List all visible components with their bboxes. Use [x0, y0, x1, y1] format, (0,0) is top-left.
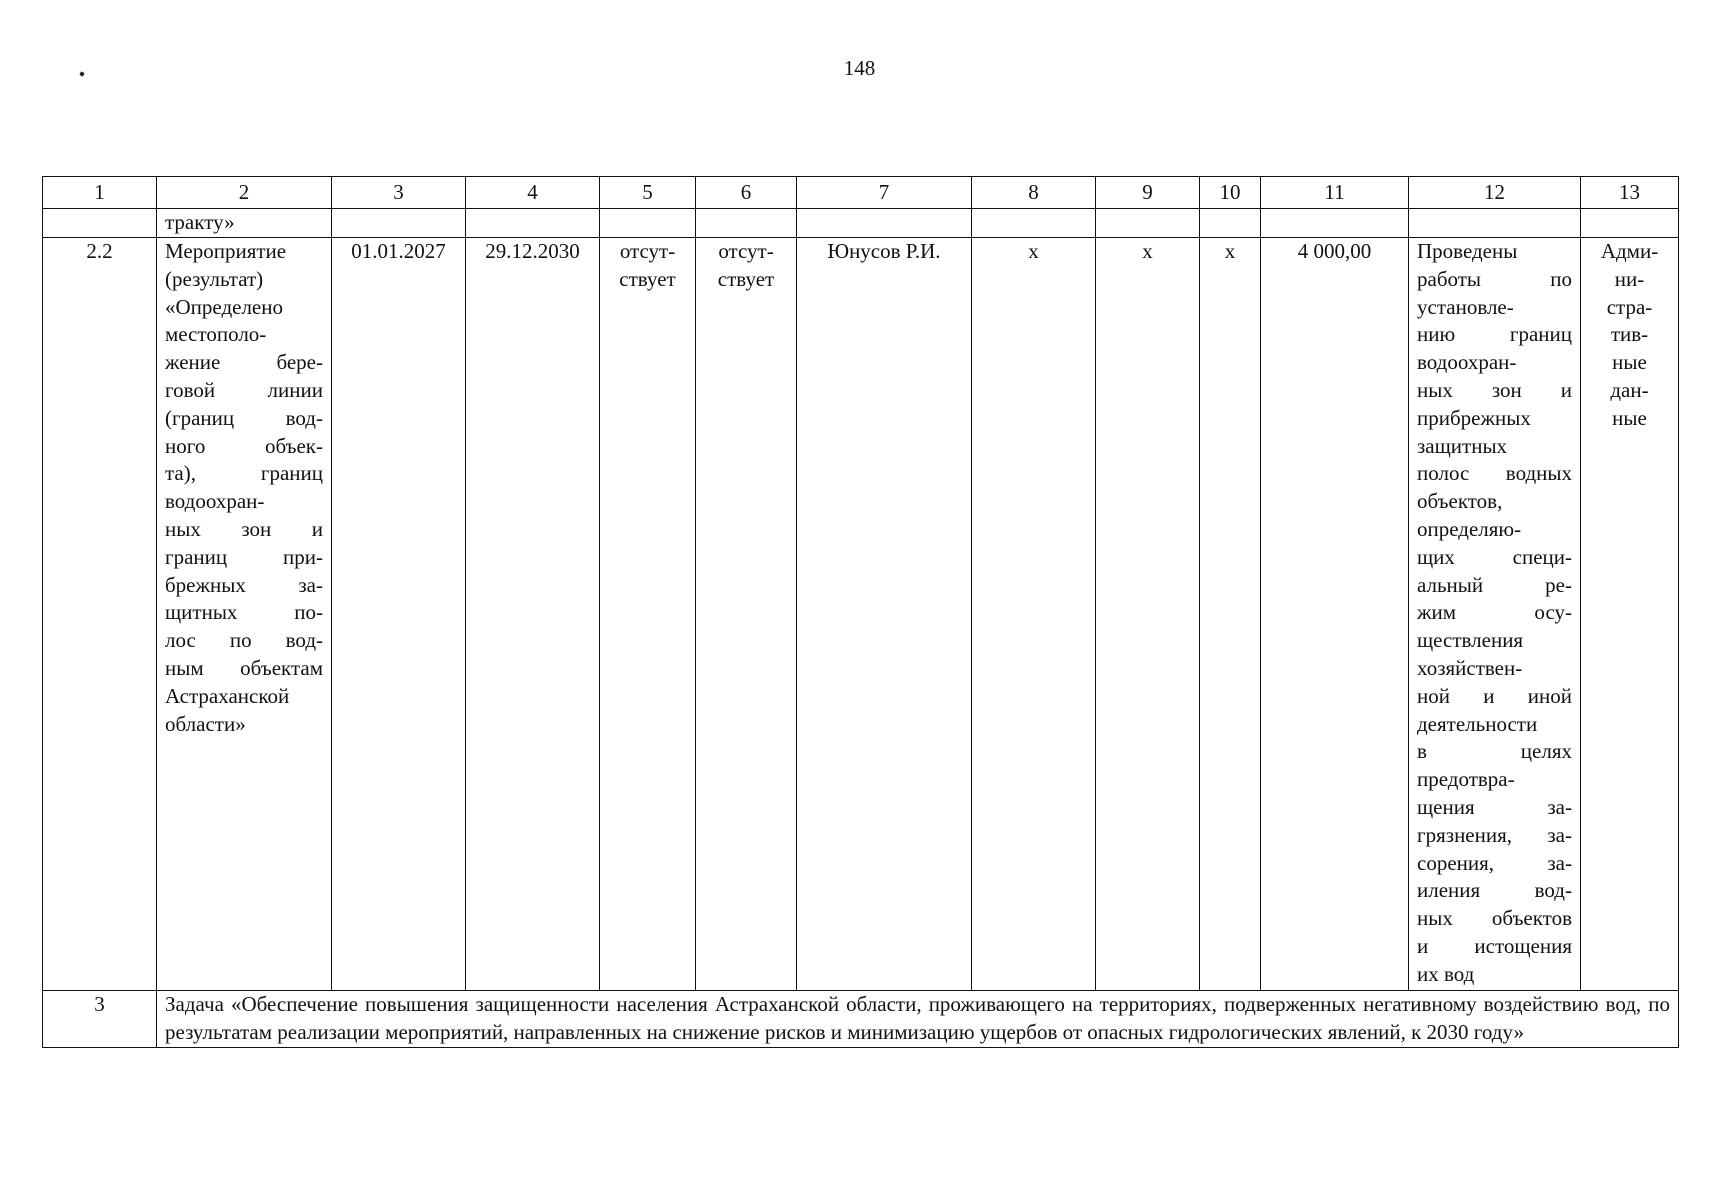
continuation-row: [43, 209, 1679, 238]
table-row: [43, 991, 1679, 1048]
header-cell: 9: [1096, 177, 1200, 209]
program-table: [42, 176, 1679, 1048]
header-cell: 8: [972, 177, 1096, 209]
header-cell: 3: [332, 177, 466, 209]
row-number: 3: [43, 991, 157, 1048]
col8-value: x: [972, 238, 1096, 991]
responsible-person: Юнусов Р.И.: [797, 238, 972, 991]
col6-value: отсут- ствует: [696, 238, 797, 991]
task-description: Задача «Обеспечение повышения защищенности населения Астраханской области, проживающего на территориях, подверженных негативному воздействию вод, по результатам реализации мероприятий, направленных на снижение рисков и минимизацию ущербов от опасных гидрологических явлений, к 2030 году»: [157, 991, 1679, 1048]
column-number-row: [43, 177, 1679, 209]
table-row: [43, 238, 1679, 991]
page-number: 148: [843, 56, 876, 80]
col5-value: отсут- ствует: [600, 238, 696, 991]
start-date: 01.01.2027: [332, 238, 466, 991]
funding-amount: 4 000,00: [1261, 238, 1409, 991]
col10-value: x: [1200, 238, 1261, 991]
header-cell: 1: [43, 177, 157, 209]
header-cell: 12: [1409, 177, 1581, 209]
header-cell: 13: [1581, 177, 1679, 209]
header-cell: 2: [157, 177, 332, 209]
header-cell: 7: [797, 177, 972, 209]
header-cell: 11: [1261, 177, 1409, 209]
header-cell: 10: [1200, 177, 1261, 209]
continuation-text: тракту»: [157, 209, 332, 238]
col9-value: x: [1096, 238, 1200, 991]
row-number: 2.2: [43, 238, 157, 991]
header-cell: 5: [600, 177, 696, 209]
header-cell: 6: [696, 177, 797, 209]
result-description: Проведены работы по установле- нию границ водоохран- ных зон и прибрежных защитных полос водных объектов, определяю- щих специ- альный ре- жим осу- ществления хозяйствен- ной и иной деятельности в целях предотвра- щения за- грязнения, за- сорения, за- иления вод- ных объектов и истощения их вод: [1409, 238, 1581, 991]
header-cell: 4: [466, 177, 600, 209]
end-date: 29.12.2030: [466, 238, 600, 991]
data-source: Адми- ни- стра- тив- ные дан- ные: [1581, 238, 1679, 991]
activity-name: Мероприятие (результат) «Определено местополо- жение бере- говой линии (границ вод- ного объек- та), границ водоохран- ных зон и границ при- брежных за- щитных по- лос по вод- ным объектам Астраханской области»: [157, 238, 332, 991]
